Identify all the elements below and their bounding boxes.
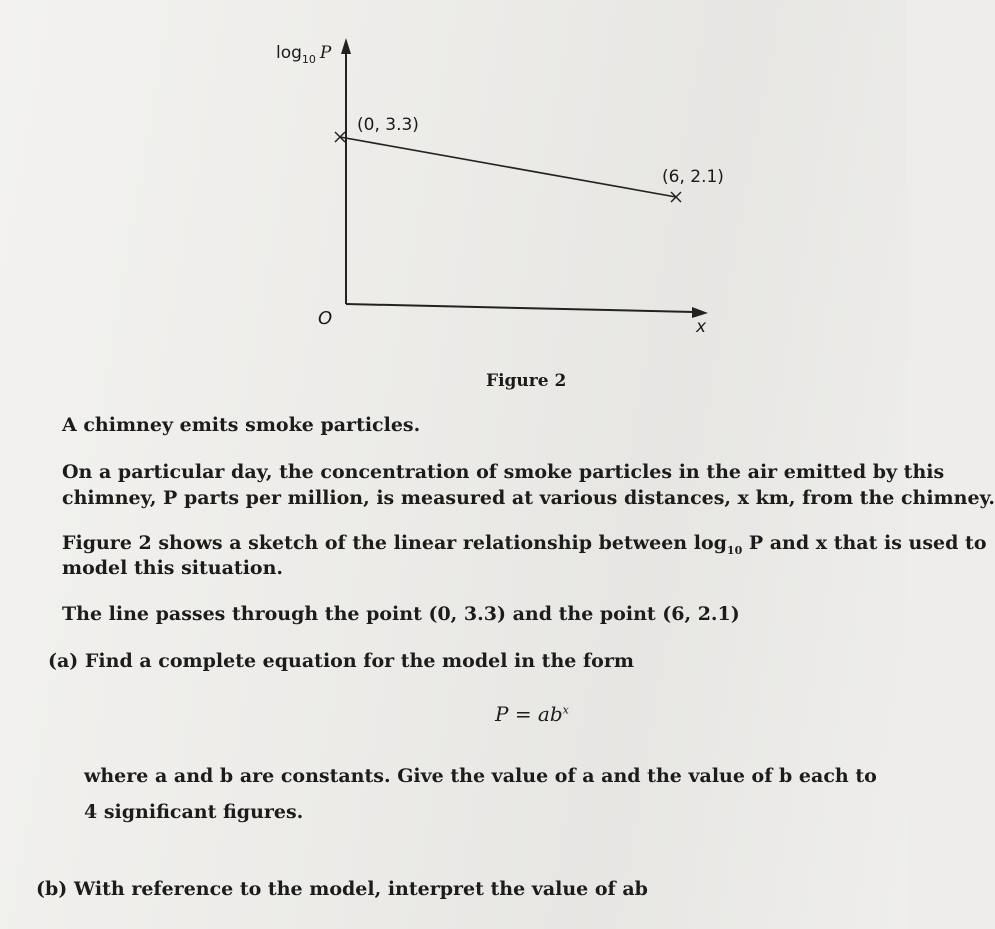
question-a: [48, 648, 634, 674]
paragraph-3-text-b: P and x that is used to: [742, 532, 987, 554]
intro-text: A chimney emits smoke particles.: [62, 414, 421, 436]
equation-exponent: x: [562, 703, 569, 717]
paragraph-3-line-2: model this situation.: [62, 557, 284, 579]
x-axis: [346, 304, 694, 312]
paragraph-3-subscript: 10: [726, 543, 743, 557]
paragraph-4: The line passes through the point (0, 3.3) and the point (6, 2.1): [62, 603, 740, 625]
question-b: [36, 876, 648, 902]
question-b-text: With reference to the model, interpret the value of ab: [73, 878, 648, 900]
question-a-line-1: where a and b are constants. Give the value of a and the value of b each to: [84, 765, 877, 787]
question-b-label: (b): [36, 878, 68, 900]
equation-lhs: P = ab: [495, 702, 563, 726]
paragraph-2-line-2: chimney, P parts per million, is measured at various distances, x km, from the chimney.: [62, 487, 995, 509]
y-axis-arrow-icon: [341, 38, 351, 54]
paragraph-3-text-a: Figure 2 shows a sketch of the linear relationship between log: [62, 532, 727, 554]
point-label-0-3.3: (0, 3.3): [357, 115, 419, 135]
figure-2-graph: [0, 0, 907, 400]
origin-label: O: [318, 308, 333, 329]
question-a-text: Find a complete equation for the model in the form: [84, 650, 634, 672]
point-label-6-2.1: (6, 2.1): [662, 167, 724, 187]
model-line: [340, 137, 676, 197]
paragraph-2-line-1: On a particular day, the concentration of smoke particles in the air emitted by this: [62, 461, 945, 483]
model-equation: [495, 701, 569, 727]
question-a-label: (a): [48, 650, 79, 672]
paragraph-3-line-1: [62, 530, 987, 556]
x-axis-label: x: [696, 317, 707, 337]
figure-caption: Figure 2: [486, 371, 567, 391]
question-a-line-2: 4 significant figures.: [84, 801, 304, 823]
y-axis-label: $\log_{10} P$: [276, 43, 332, 66]
